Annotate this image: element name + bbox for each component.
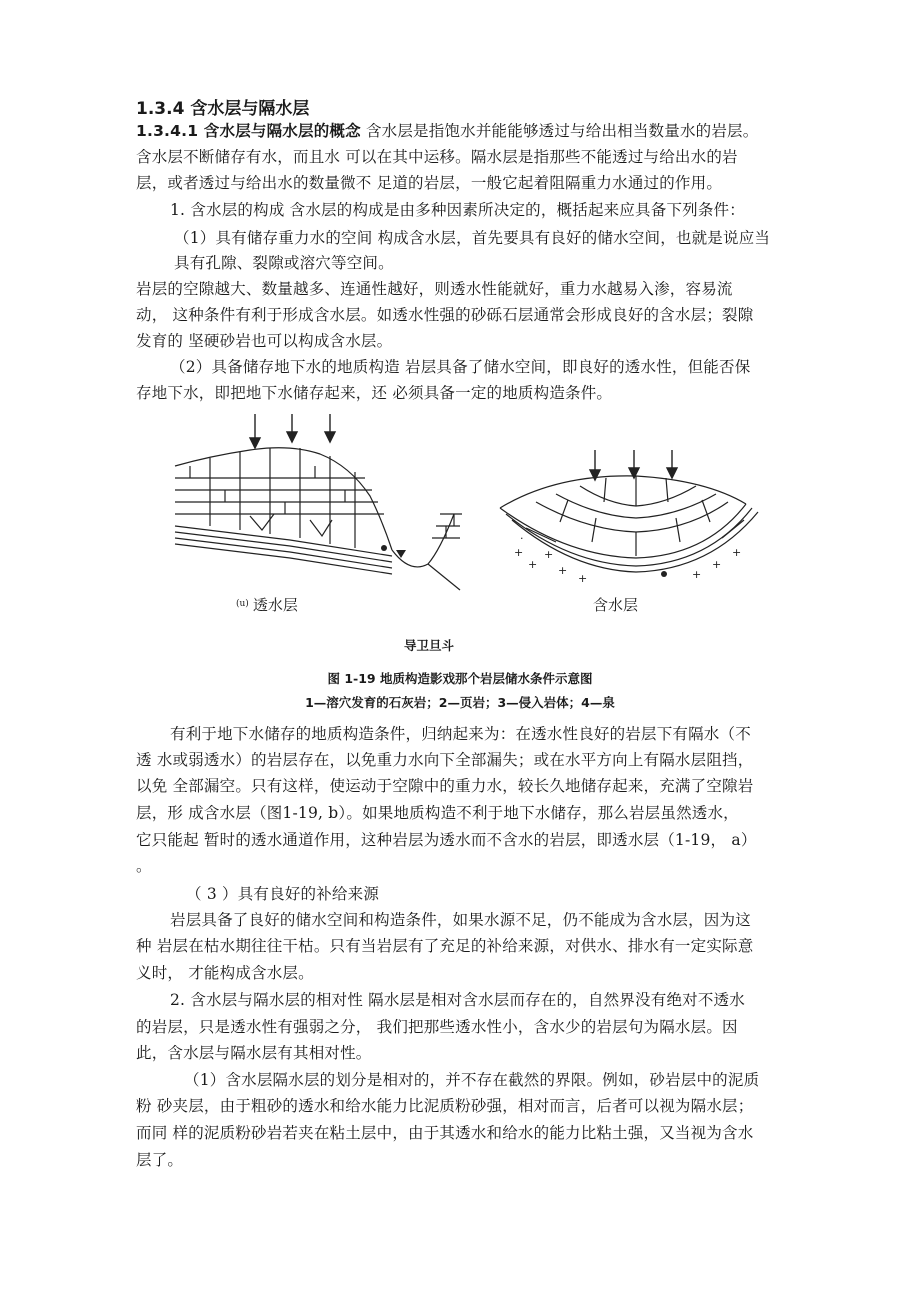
section-heading: 1.3.4 含水层与隔水层: [136, 99, 310, 119]
paragraph-line: 有利于地下水储存的地质构造条件，归纳起来为：在透水性良好的岩层下有隔水（不: [170, 725, 751, 743]
paragraph-line: 含水层不断储存有水，而且水 可以在其中运移。隔水层是指那些不能透过与给出水的岩: [136, 148, 738, 166]
paragraph-text: 含水层是指饱水并能能够透过与给出相当数量水的岩层。: [365, 122, 759, 140]
paragraph-line: 存地下水，即把地下水储存起来，还 必须具备一定的地质构造条件。: [136, 384, 613, 402]
paragraph-line: 的岩层，只是透水性有强弱之分， 我们把那些透水性小，含水少的岩层句为隔水层。因: [136, 1018, 738, 1036]
svg-text:+: +: [528, 558, 538, 571]
figure-legend: 1—溶穴发育的石灰岩；2—页岩；3—侵入岩体；4—泉: [305, 695, 615, 710]
svg-text:·: ·: [520, 532, 524, 545]
paragraph-line: 粉 砂夹层，由于粗砂的透水和给水能力比泥质粉砂强，相对而言，后者可以视为隔水层；: [136, 1097, 754, 1115]
paragraph-line: 层，形 成含水层（图1-19, b）。如果地质构造不利于地下水储存，那么岩层虽然透水，: [136, 804, 739, 822]
svg-text:+: +: [558, 564, 568, 577]
paragraph-line: 以免 全部漏空。只有这样，使运动于空隙中的重力水，较长久地储存起来，充满了空隙岩: [136, 777, 754, 795]
paragraph-line: 岩层的空隙越大、数量越多、连通性越好，则透水性能就好，重力水越易入渗，容易流: [136, 280, 733, 298]
paragraph-line: （1）含水层隔水层的划分是相对的，并不存在截然的界限。例如，砂岩层中的泥质: [184, 1071, 760, 1089]
aquifer-label: 含水层: [593, 596, 639, 614]
paragraph-line: 发育的 坚硬砂岩也可以构成含水层。: [136, 332, 393, 350]
svg-text:+: +: [712, 558, 722, 571]
paragraph-line: 层了。: [136, 1151, 184, 1169]
paragraph-line: 岩层具备了良好的储水空间和构造条件，如果水源不足，仍不能成为含水层，因为这: [170, 911, 751, 929]
aquifer-diagram: [496, 446, 766, 586]
svg-text:+: +: [514, 546, 524, 559]
paragraph-line: 层，或者透过与给出水的数量微不 足道的岩层，一般它起着阻隔重力水通过的作用。: [136, 174, 723, 192]
paragraph-line: （ 3 ）具有良好的补给来源: [186, 885, 380, 903]
figure-tag: (u): [236, 599, 249, 609]
svg-text:+: +: [732, 546, 742, 559]
svg-text:+: +: [692, 568, 702, 581]
paragraph-line: 。: [136, 857, 152, 875]
paragraph-line: 透 水或弱透水）的岩层存在，以免重力水向下全部漏失；或在水平方向上有隔水层阻挡，: [136, 751, 754, 769]
svg-text:+: +: [578, 572, 588, 585]
paragraph-line: 它只能起 暂时的透水通道作用，这种岩层为透水而不含水的岩层，即透水层（1-19， a）: [136, 831, 757, 849]
permeable-layer-diagram: [170, 408, 470, 594]
paragraph-line: [136, 121, 758, 141]
permeable-layer-label: [236, 594, 298, 615]
paragraph-line: 而同 样的泥质粉砂岩若夹在粘土层中，由于其透水和给水的能力比粘土强，又当视为含水: [136, 1124, 754, 1142]
figure-caption: 图 1-19 地质构造影戏那个岩层储水条件示意图: [327, 671, 593, 686]
paragraph-line: （2）具备储存地下水的地质构造 岩层具备了储水空间，即良好的透水性，但能否保: [170, 358, 751, 376]
paragraph-line: 动， 这种条件有利于形成含水层。如透水性强的砂砾石层通常会形成良好的含水层；裂隙: [136, 306, 754, 324]
paragraph-line: 具有孔隙、裂隙或溶穴等空间。: [174, 254, 394, 272]
paragraph-line: 义时， 才能构成含水层。: [136, 964, 314, 982]
figure-subcaption: 导卫旦斗: [404, 638, 455, 653]
paragraph-line: 种 岩层在枯水期往往干枯。只有当岩层有了充足的补给来源，对供水、排水有一定实际意: [136, 937, 754, 955]
paragraph-line: 1. 含水层的构成 含水层的构成是由多种因素所决定的，概括起来应具备下列条件：: [170, 201, 745, 219]
paragraph-line: 此，含水层与隔水层有其相对性。: [136, 1044, 372, 1062]
paragraph-line: 2. 含水层与隔水层的相对性 隔水层是相对含水层而存在的，自然界没有绝对不透水: [170, 991, 745, 1009]
permeable-layer-text: 透水层: [252, 596, 298, 614]
sub-heading: 1.3.4.1 含水层与隔水层的概念: [136, 122, 361, 140]
svg-text:+: +: [544, 548, 554, 561]
paragraph-line: （1）具有储存重力水的空间 构成含水层，首先要具有良好的储水空间，也就是说应当: [174, 229, 771, 247]
